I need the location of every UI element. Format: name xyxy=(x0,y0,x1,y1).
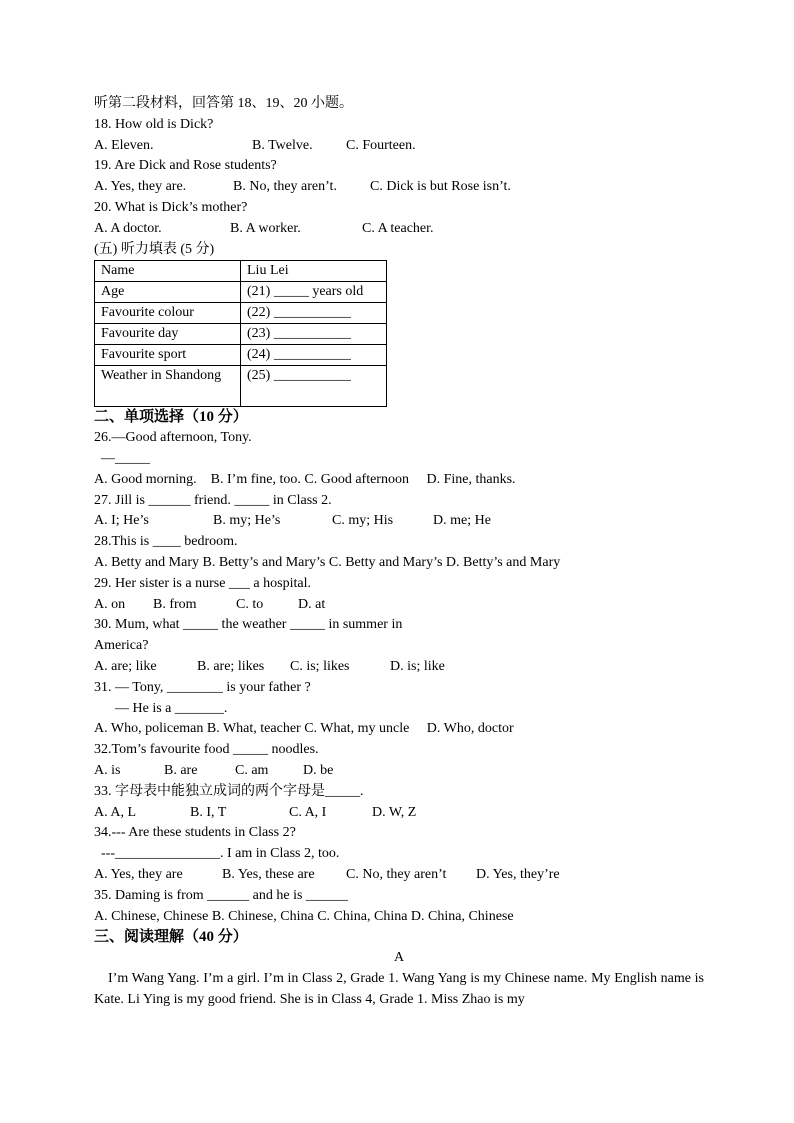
option-a: A. are; like xyxy=(94,658,157,674)
section-5-heading: (五) 听力填表 (5 分) xyxy=(94,241,215,257)
section-3-heading: 三、阅读理解（40 分） xyxy=(94,929,248,946)
option-a: A. Yes, they are. xyxy=(94,179,187,195)
question-34: 34.--- Are these students in Class 2? xyxy=(94,825,296,841)
reply-34: ---_______________. I am in Class 2, too. xyxy=(101,846,340,862)
options-35: A. Chinese, Chinese B. Chinese, China C. China, China D. China, Chinese xyxy=(94,908,514,924)
fill-in-table xyxy=(94,260,387,407)
options-32 xyxy=(94,761,704,782)
option-d: D. be xyxy=(303,762,334,778)
option-b: B. I, T xyxy=(190,804,227,820)
table-value: (25) ___________ xyxy=(241,366,387,407)
question-26: 26.—Good afternoon, Tony. xyxy=(94,430,252,446)
option-a: A. A doctor. xyxy=(94,220,162,236)
option-b: B. No, they aren’t. xyxy=(233,179,337,195)
table-key: Favourite colour xyxy=(95,303,241,324)
option-c: C. Dick is but Rose isn’t. xyxy=(370,179,511,195)
option-d: D. at xyxy=(298,596,326,612)
table-value: (21) _____ years old xyxy=(241,282,387,303)
option-c: C. my; His xyxy=(332,513,394,529)
option-c: C. to xyxy=(236,596,264,612)
option-d: D. is; like xyxy=(390,658,445,674)
section-2-heading: 二、单项选择（10 分） xyxy=(94,409,248,426)
question-31: 31. — Tony, ________ is your father ? xyxy=(94,679,311,695)
question-29: 29. Her sister is a nurse ___ a hospital. xyxy=(94,575,311,591)
option-b: B. A worker. xyxy=(230,220,301,236)
table-value: (24) ___________ xyxy=(241,345,387,366)
option-b: B. are xyxy=(164,762,198,778)
table-row xyxy=(95,282,387,303)
table-key: Favourite sport xyxy=(95,345,241,366)
question-33: 33. 字母表中能独立成词的两个字母是_____. xyxy=(94,783,364,799)
option-b: B. my; He’s xyxy=(213,513,281,529)
option-c: C. Fourteen. xyxy=(346,137,416,153)
option-a: A. is xyxy=(94,762,121,778)
question-30-cont: America? xyxy=(94,638,149,654)
options-18 xyxy=(94,136,704,157)
reading-passage: I’m Wang Yang. I’m a girl. I’m in Class 2, Grade 1. Wang Yang is my Chinese name. My English name is Kate. Li Ying is my good friend. She is in Class 4, Grade 1. Miss Zhao is my xyxy=(94,970,704,1007)
table-row xyxy=(95,324,387,345)
question-20: 20. What is Dick’s mother? xyxy=(94,199,248,215)
options-33 xyxy=(94,803,704,824)
option-b: B. Twelve. xyxy=(252,137,313,153)
table-value: (22) ___________ xyxy=(241,303,387,324)
question-32: 32.Tom’s favourite food _____ noodles. xyxy=(94,742,319,758)
option-c: C. A teacher. xyxy=(362,220,434,236)
question-30: 30. Mum, what _____ the weather _____ in summer in xyxy=(94,617,403,633)
options-20 xyxy=(94,219,704,240)
options-19 xyxy=(94,177,704,198)
options-31: A. Who, policeman B. What, teacher C. What, my uncle D. Who, doctor xyxy=(94,721,514,737)
table-row xyxy=(95,303,387,324)
table-row xyxy=(95,366,387,407)
listening-intro: 听第二段材料，回答第 18、19、20 小题。 xyxy=(94,96,353,111)
passage-label: A xyxy=(393,950,405,966)
option-b: B. Yes, these are xyxy=(222,866,315,882)
reply-26: —_____ xyxy=(101,450,150,466)
option-d: D. Yes, they’re xyxy=(476,866,560,882)
option-c: C. A, I xyxy=(289,804,327,820)
question-35: 35. Daming is from ______ and he is ______ xyxy=(94,887,348,903)
options-26: A. Good morning. B. I’m fine, too. C. Good afternoon D. Fine, thanks. xyxy=(94,471,516,487)
option-a: A. Eleven. xyxy=(94,137,154,153)
options-27 xyxy=(94,511,704,532)
table-key: Age xyxy=(95,282,241,303)
option-b: B. are; likes xyxy=(197,658,265,674)
question-27: 27. Jill is ______ friend. _____ in Class 2. xyxy=(94,492,332,508)
table-value: Liu Lei xyxy=(241,261,387,282)
options-28: A. Betty and Mary B. Betty’s and Mary’s C. Betty and Mary’s D. Betty’s and Mary xyxy=(94,554,561,570)
option-a: A. I; He’s xyxy=(94,513,149,529)
options-29 xyxy=(94,595,704,616)
option-d: D. me; He xyxy=(433,513,491,529)
question-28: 28.This is ____ bedroom. xyxy=(94,534,238,550)
table-row xyxy=(95,345,387,366)
option-a: A. on xyxy=(94,596,126,612)
option-d: D. W, Z xyxy=(372,804,417,820)
option-c: C. No, they aren’t xyxy=(346,866,447,882)
table-row xyxy=(95,261,387,282)
option-c: C. am xyxy=(235,762,269,778)
options-30 xyxy=(94,657,704,678)
reply-31: — He is a _______. xyxy=(115,700,228,716)
question-18: 18. How old is Dick? xyxy=(94,116,214,132)
option-a: A. A, L xyxy=(94,804,136,820)
options-34 xyxy=(94,865,704,886)
table-key: Weather in Shandong xyxy=(95,366,241,407)
exam-page xyxy=(94,94,704,1010)
option-c: C. is; likes xyxy=(290,658,350,674)
option-b: B. from xyxy=(153,596,197,612)
question-19: 19. Are Dick and Rose students? xyxy=(94,158,277,174)
table-value: (23) ___________ xyxy=(241,324,387,345)
table-key: Name xyxy=(95,261,241,282)
option-a: A. Yes, they are xyxy=(94,866,183,882)
table-key: Favourite day xyxy=(95,324,241,345)
